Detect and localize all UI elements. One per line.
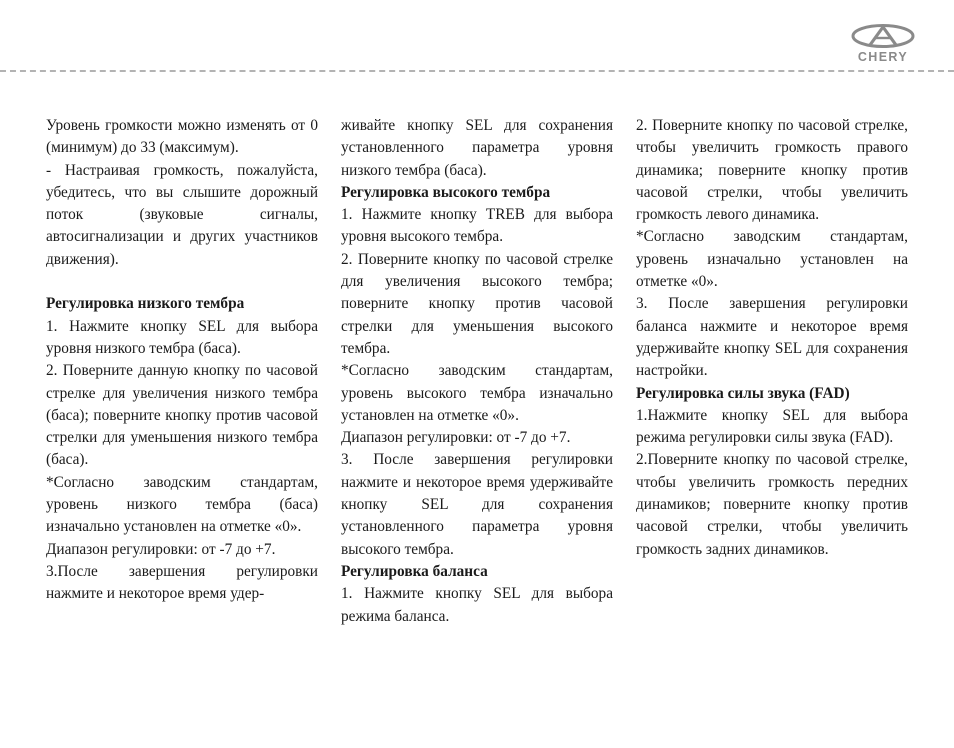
section-heading: Регулировка высокого тембра: [341, 183, 551, 201]
body-paragraph: 1.Нажмите кнопку SEL для выбора режима регулировки силы звука (FAD).: [636, 406, 908, 447]
body-paragraph: *Согласно заводским стандартам, уровень высокого тембра изначально установлен на отметке «0».: [341, 362, 613, 424]
body-paragraph: 2. Поверните данную кнопку по часовой стрелке для увеличения низкого тембра (баса); поверните кнопку против часовой стрелки для уменьшения низкого тембра (баса).: [46, 362, 318, 469]
body-paragraph: *Согласно заводским стандартам, уровень низкого тембра (баса) изначально установлен на отметке «0».: [46, 473, 318, 536]
body-paragraph: 3.После завершения регулировки нажмите и некоторое время удер-: [46, 562, 318, 603]
body-paragraph: 1. Нажмите кнопку TREB для выбора уровня высокого тембра.: [341, 206, 613, 246]
section-heading: Регулировка силы звука (FAD): [636, 384, 850, 402]
text-column-3: [636, 115, 908, 561]
body-paragraph: - Настраивая громкость, пожалуйста, убедитесь, что вы слышите дорожный поток (звуковые сигналы, автосигнализации и других участников движения).: [46, 161, 318, 268]
body-paragraph: живайте кнопку SEL для сохранения установленного параметра уровня низкого тембра (баса).: [341, 117, 613, 179]
chery-logo-icon: [848, 24, 918, 52]
body-paragraph: 3. После завершения регулировки баланса нажмите и некоторое время удерживайте кнопку SEL для сохранения настройки.: [636, 295, 908, 380]
text-column-2: [341, 115, 613, 628]
section-heading: Регулировка баланса: [341, 562, 488, 580]
body-paragraph: 2.Поверните кнопку по часовой стрелке, чтобы увеличить громкость передних динамиков; поверните кнопку против часовой стрелки, чтобы увеличить громкость задних динамиков.: [636, 451, 908, 558]
header-divider: [0, 70, 954, 72]
body-paragraph: 2. Поверните кнопку по часовой стрелке для увеличения высокого тембра; поверните кнопку против часовой стрелки для уменьшения высокого тембра.: [341, 250, 613, 357]
body-paragraph: 3. После завершения регулировки нажмите и некоторое время удерживайте кнопку SEL для сохранения установленного параметра уровня высокого тембра.: [341, 451, 613, 558]
section-heading: Регулировка низкого тембра: [46, 295, 245, 313]
body-paragraph: Диапазон регулировки: от -7 до +7.: [46, 540, 276, 558]
body-paragraph: *Согласно заводским стандартам, уровень изначально установлен на отметке «0».: [636, 228, 908, 291]
body-paragraph: 1. Нажмите кнопку SEL для выбора уровня низкого тембра (баса).: [46, 317, 318, 357]
text-column-1: [46, 115, 318, 606]
body-paragraph: Диапазон регулировки: от -7 до +7.: [341, 429, 571, 447]
paragraph-spacer: [46, 271, 318, 293]
brand-name: CHERY: [857, 50, 909, 64]
brand-logo: [848, 24, 918, 66]
body-paragraph: 1. Нажмите кнопку SEL для выбора режима баланса.: [341, 585, 613, 625]
body-paragraph: Уровень громкости можно изменять от 0 (минимум) до 33 (максимум).: [46, 117, 318, 157]
body-paragraph: 2. Поверните кнопку по часовой стрелке, чтобы увеличить громкость правого динамика; поверните кнопку против часовой стрелки, чтобы увеличить громкость левого динамика.: [636, 117, 908, 224]
